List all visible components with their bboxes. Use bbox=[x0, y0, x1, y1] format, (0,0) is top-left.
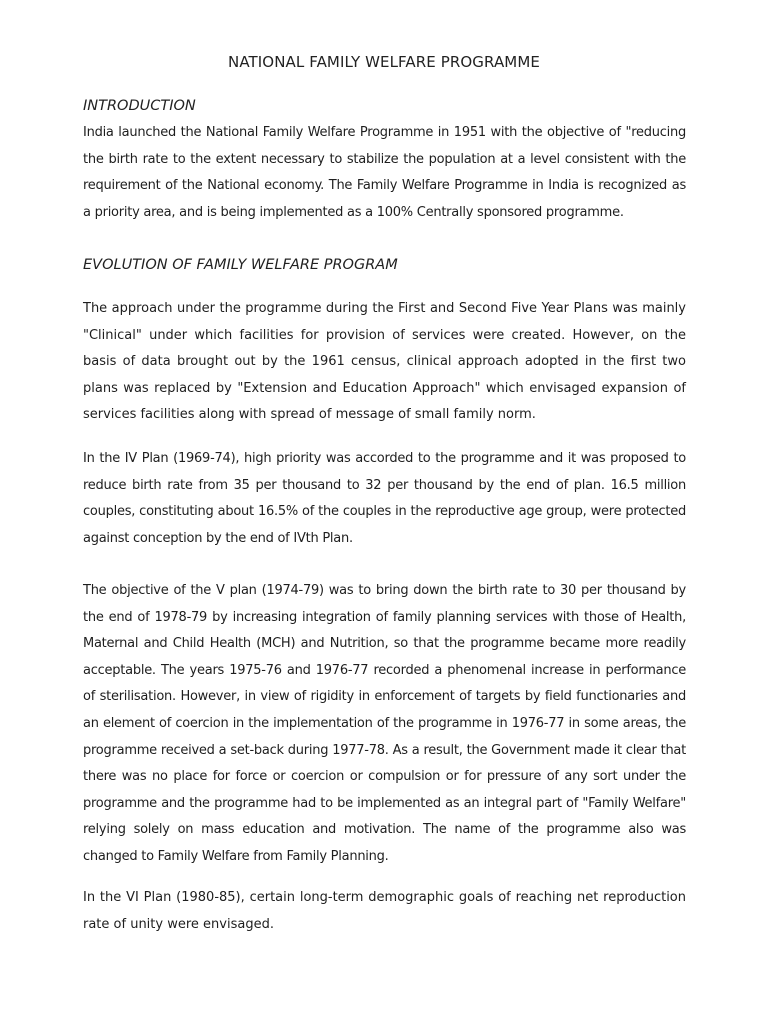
paragraph-vi-plan: In the VI Plan (1980-85), certain long-term demographic goals of reaching net reproduction rate of unity were envisaged. bbox=[83, 890, 686, 932]
paragraph-introduction: India launched the National Family Welfare Programme in 1951 with the objective of "reducing the birth rate to the extent necessary to stabilize the population at a level consistent with the requirement of the National economy. The Family Welfare Programme in India is recognized as a priority area, and is being implemented as a 100% Centrally sponsored programme. bbox=[83, 125, 686, 220]
paragraph-v-plan: The objective of the V plan (1974-79) was to bring down the birth rate to 30 per thousand by the end of 1978-79 by increasing integration of family planning services with those of Health, Maternal and Child Health (MCH) and Nutrition, so that the programme became more readily acceptable. The years 1975-76 and 1976-77 recorded a phenomenal increase in performance of sterilisation. However, in view of rigidity in enforcement of targets by field functionaries and an element of coercion in the implementation of the programme in 1976-77 in some areas, the programme received a set-back during 1977-78. As a result, the Government made it clear that there was no place for force or coercion or compulsion or for pressure of any sort under the programme and the programme had to be implemented as an integral part of "Family Welfare" relying solely on mass education and motivation. The name of the programme also was changed to Family Welfare from Family Planning. bbox=[83, 583, 686, 864]
section-heading-introduction: INTRODUCTION bbox=[83, 98, 196, 114]
document-title: NATIONAL FAMILY WELFARE PROGRAMME bbox=[228, 53, 540, 71]
paragraph-iv-plan: In the IV Plan (1969-74), high priority was accorded to the programme and it was proposed to reduce birth rate from 35 per thousand to 32 per thousand by the end of plan. 16.5 million couples, constituting about 16.5% of the couples in the reproductive age group, were protected against conception by the end of IVth Plan. bbox=[83, 451, 686, 546]
section-heading-evolution: EVOLUTION OF FAMILY WELFARE PROGRAM bbox=[83, 257, 398, 273]
paragraph-first-second-plans: The approach under the programme during the First and Second Five Year Plans was mainly "Clinical" under which facilities for provision of services were created. However, on the basis of data brought out by the 1961 census, clinical approach adopted in the first two plans was replaced by "Extension and Education Approach" which envisaged expansion of services facilities along with spread of message of small family norm. bbox=[83, 301, 686, 423]
